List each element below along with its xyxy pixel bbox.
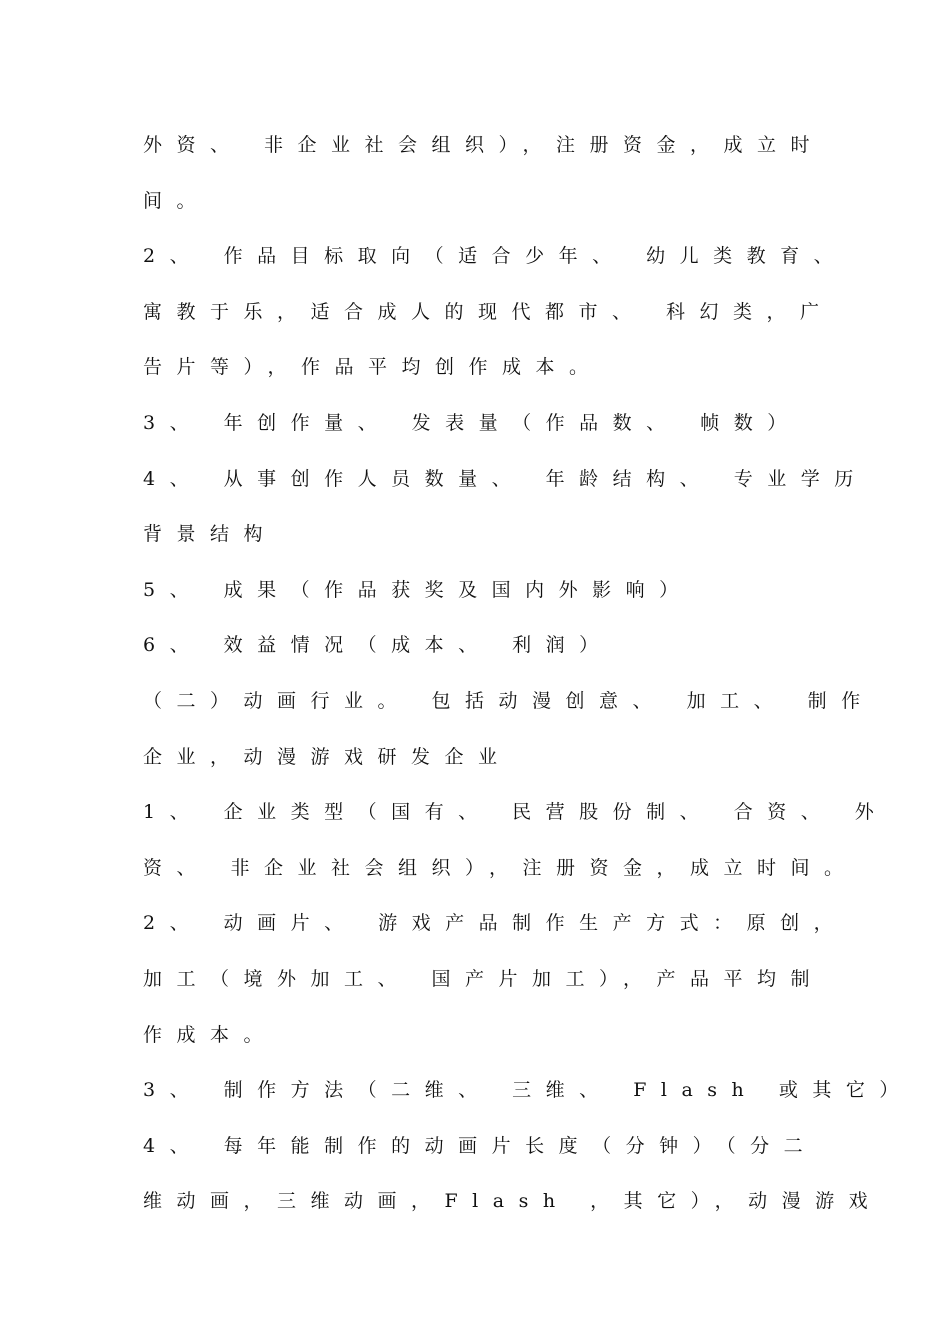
text-line: 背景结构 bbox=[143, 523, 278, 546]
text-line: 4、 从事创作人员数量、 年龄结构、 专业学历 bbox=[143, 467, 868, 490]
text-line: 作成本。 bbox=[143, 1023, 278, 1046]
text-line: 2、 动画片、 游戏产品制作生产方式：原创， bbox=[143, 912, 848, 935]
text-line: 维动画，三维动画，Flash ，其它），动漫游戏 bbox=[143, 1190, 883, 1213]
text-line: 3、 制作方法（二维、 三维、 Flash 或其它） bbox=[143, 1079, 913, 1102]
text-line: 资、 非企业社会组织），注册资金，成立时间。 bbox=[143, 856, 858, 879]
text-line: 4、 每年能制作的动画片长度（分钟）（分二 bbox=[143, 1134, 818, 1157]
text-line: 企业，动漫游戏研发企业 bbox=[143, 745, 512, 768]
text-line: 5、 成果（作品获奖及国内外影响） bbox=[143, 578, 693, 601]
text-line: 间。 bbox=[143, 189, 211, 212]
text-line: 外资、 非企业社会组织），注册资金，成立时 bbox=[143, 134, 825, 156]
text-line: 6、 效益情况（成本、 利润） bbox=[143, 634, 613, 657]
text-line: 寓教于乐，适合成人的现代都市、 科幻类，广 bbox=[143, 300, 834, 323]
text-line: 3、 年创作量、 发表量（作品数、 帧数） bbox=[143, 411, 801, 434]
document-body bbox=[143, 127, 913, 1239]
text-line: （二）动画行业。 包括动漫创意、 加工、 制作 bbox=[143, 689, 875, 712]
text-line: 2、 作品目标取向（适合少年、 幼儿类教育、 bbox=[143, 245, 848, 268]
text-line: 1、 企业类型（国有、 民营股份制、 合资、 外 bbox=[143, 801, 889, 824]
text-line: 加工（境外加工、 国产片加工），产品平均制 bbox=[143, 967, 825, 990]
text-line: 告片等），作品平均创作成本。 bbox=[143, 356, 603, 379]
